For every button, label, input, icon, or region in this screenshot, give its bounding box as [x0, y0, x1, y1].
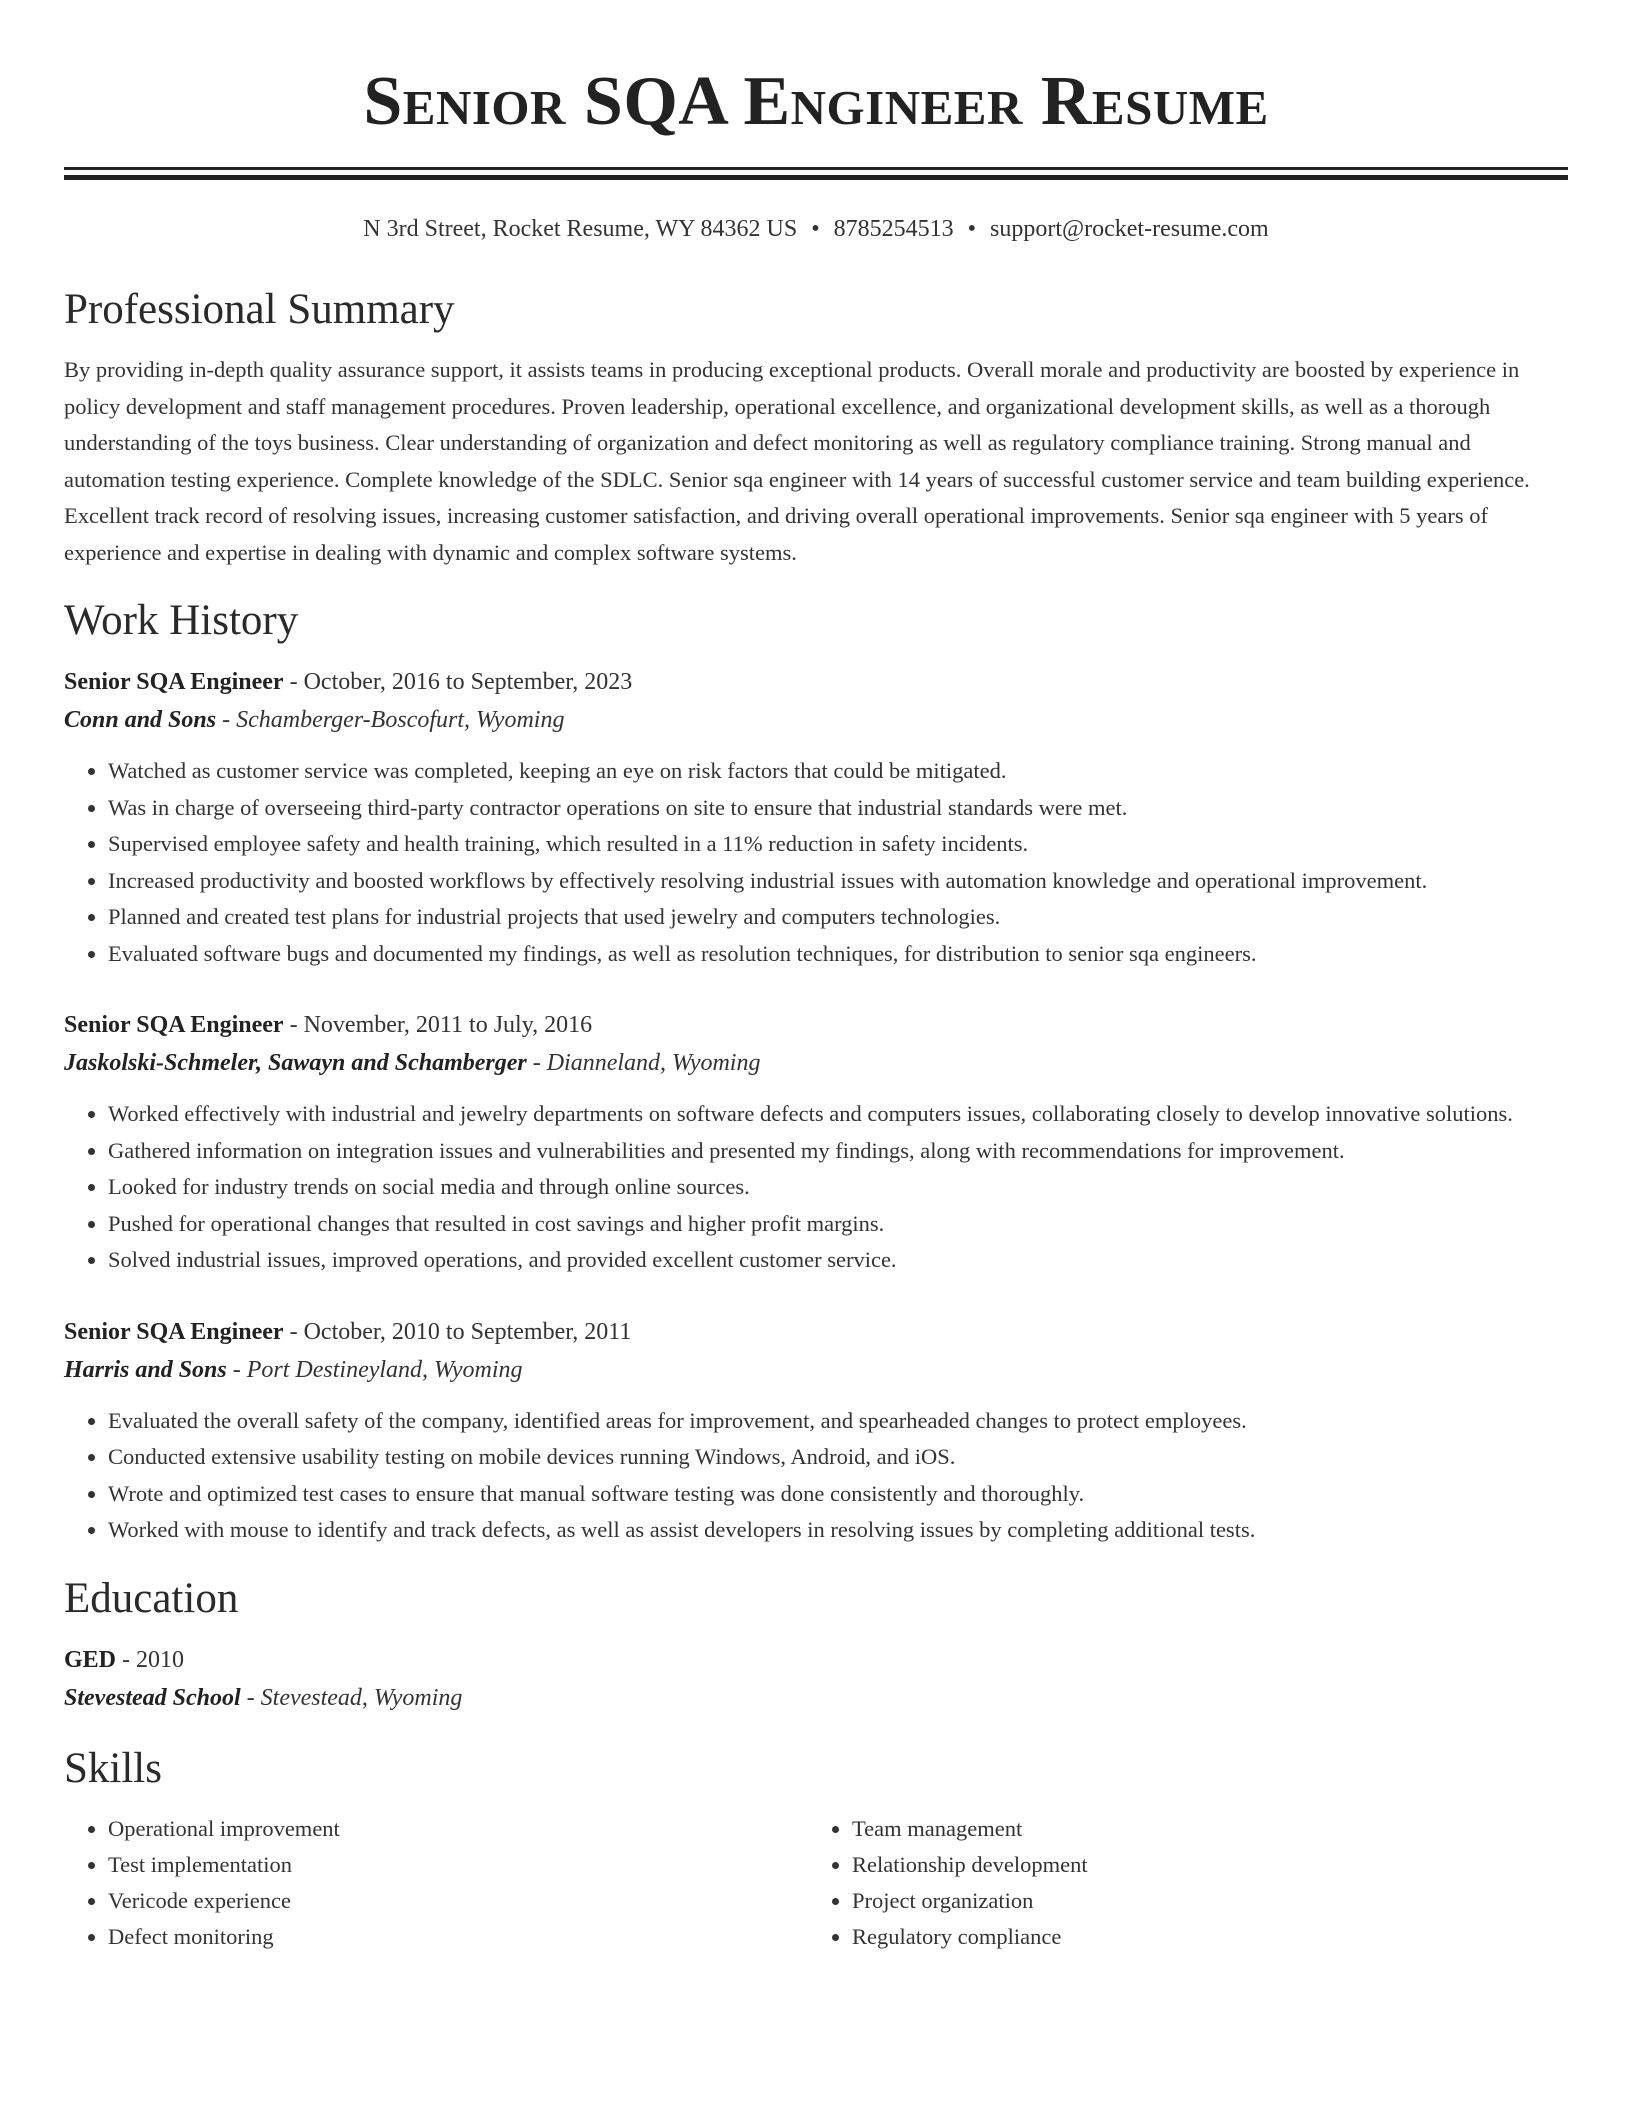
school-line: [64, 1679, 1568, 1717]
summary-heading: Professional Summary: [64, 286, 455, 333]
contact-phone: 8785254513: [833, 216, 954, 242]
skill-item: • Vericode experience: [108, 1883, 808, 1919]
skill-item: • Defect monitoring: [108, 1919, 808, 1955]
education-entry: [64, 1641, 1568, 1717]
degree-line: [64, 1641, 1568, 1679]
job-bullet: • Worked with mouse to identify and track defects, as well as assist developers in resolving issues by completing additional tests.: [108, 1512, 1568, 1549]
job-bullets: [64, 1096, 1568, 1279]
job-dates: - October, 2010 to September, 2011: [283, 1318, 632, 1345]
job-bullet: • Worked effectively with industrial and jewelry departments on software defects and computers issues, collaborating closely to develop innovative solutions.: [108, 1096, 1568, 1133]
degree-year: - 2010: [116, 1646, 185, 1673]
company-name: Harris and Sons: [64, 1356, 227, 1383]
company-location: - Port Destineyland, Wyoming: [226, 1356, 523, 1383]
work-history-heading: Work History: [64, 597, 299, 644]
job-title: Senior SQA Engineer: [64, 1012, 284, 1038]
contact-email: support@rocket-resume.com: [990, 216, 1269, 242]
skills-heading: Skills: [64, 1744, 162, 1792]
job-dates: - November, 2011 to July, 2016: [283, 1012, 593, 1038]
job-bullet: • Pushed for operational changes that resulted in cost savings and higher profit margins.: [108, 1206, 1568, 1243]
contact-separator: •: [967, 216, 977, 242]
company-location: - Dianneland, Wyoming: [526, 1050, 761, 1076]
skills-column-left: [64, 1811, 808, 1955]
job-bullet: • Gathered information on integration issues and vulnerabilities and presented my findings, along with recommendations for improvement.: [108, 1133, 1568, 1170]
skill-item: • Relationship development: [852, 1847, 1552, 1883]
job-bullet: • Solved industrial issues, improved operations, and provided excellent customer service.: [108, 1242, 1568, 1279]
company-line: [64, 1351, 1568, 1389]
job-entry: [64, 1006, 1568, 1279]
job-bullets: [64, 753, 1568, 972]
job-bullet: • Increased productivity and boosted workflows by effectively resolving industrial issues with automation knowledge and operational improvement.: [108, 863, 1568, 900]
skill-item: • Team management: [852, 1811, 1552, 1847]
job-dates: - October, 2016 to September, 2023: [283, 669, 633, 695]
job-bullet: • Was in charge of overseeing third-party contractor operations on site to ensure that industrial standards were met.: [108, 790, 1568, 827]
company-line: [64, 1044, 1568, 1082]
company-name: Conn and Sons: [64, 707, 217, 733]
job-entry: [64, 1313, 1568, 1549]
job-bullet: • Supervised employee safety and health training, which resulted in a 11% reduction in safety incidents.: [108, 826, 1568, 863]
job-bullet: • Evaluated the overall safety of the company, identified areas for improvement, and spearheaded changes to protect employees.: [108, 1403, 1568, 1440]
school-location: - Stevestead, Wyoming: [240, 1684, 463, 1711]
job-bullets: [64, 1403, 1568, 1549]
skill-item: • Project organization: [852, 1883, 1552, 1919]
job-title: Senior SQA Engineer: [64, 669, 284, 695]
company-location: - Schamberger-Boscofurt, Wyoming: [216, 707, 565, 733]
title-divider-bottom: [64, 175, 1568, 180]
job-bullet: • Conducted extensive usability testing on mobile devices running Windows, Android, and iOS.: [108, 1439, 1568, 1476]
job-bullet: • Planned and created test plans for industrial projects that used jewelry and computers technologies.: [108, 899, 1568, 936]
job-title: Senior SQA Engineer: [64, 1318, 284, 1345]
resume-title: Senior SQA Engineer Resume: [363, 63, 1269, 140]
contact-separator: •: [811, 216, 820, 242]
skill-item: • Test implementation: [108, 1847, 808, 1883]
job-bullet: • Wrote and optimized test cases to ensure that manual software testing was done consistently and thoroughly.: [108, 1476, 1568, 1513]
title-divider-top: [64, 167, 1568, 170]
job-bullet: • Watched as customer service was completed, keeping an eye on risk factors that could be mitigated.: [108, 753, 1568, 790]
company-name: Jaskolski-Schmeler, Sawayn and Schamberger: [64, 1050, 527, 1076]
job-bullet: • Looked for industry trends on social media and through online sources.: [108, 1169, 1568, 1206]
job-bullet: • Evaluated software bugs and documented my findings, as well as resolution techniques, for distribution to senior sqa engineers.: [108, 936, 1568, 973]
job-title-line: [64, 1006, 1568, 1044]
skills-grid: [64, 1811, 1568, 1955]
education-heading: Education: [64, 1574, 239, 1622]
skill-item: • Regulatory compliance: [852, 1919, 1552, 1955]
degree: GED: [64, 1646, 117, 1673]
contact-address: N 3rd Street, Rocket Resume, WY 84362 US: [363, 216, 798, 242]
job-title-line: [64, 663, 1568, 701]
skill-item: • Operational improvement: [108, 1811, 808, 1847]
skills-column-right: [808, 1811, 1552, 1955]
job-title-line: [64, 1313, 1568, 1351]
company-line: [64, 701, 1568, 739]
contact-line: [64, 214, 1568, 244]
job-entry: [64, 663, 1568, 972]
school-name: Stevestead School: [64, 1684, 241, 1711]
summary-text: By providing in-depth quality assurance support, it assists teams in producing exceptional products. Overall morale and productivity are boosted by experience in policy development and staff management procedures. Proven leadership, operational excellence, and organizational development skills, as well as a thorough understanding of the toys business. Clear understanding of organization and defect monitoring as well as regulatory compliance training. Strong manual and automation testing experience. Complete knowledge of the SDLC. Senior sqa engineer with 14 years of successful customer service and team building experience. Excellent track record of resolving issues, increasing customer satisfaction, and driving overall operational improvements. Senior sqa engineer with 5 years of experience and expertise in dealing with dynamic and complex software systems.: [64, 357, 1530, 565]
